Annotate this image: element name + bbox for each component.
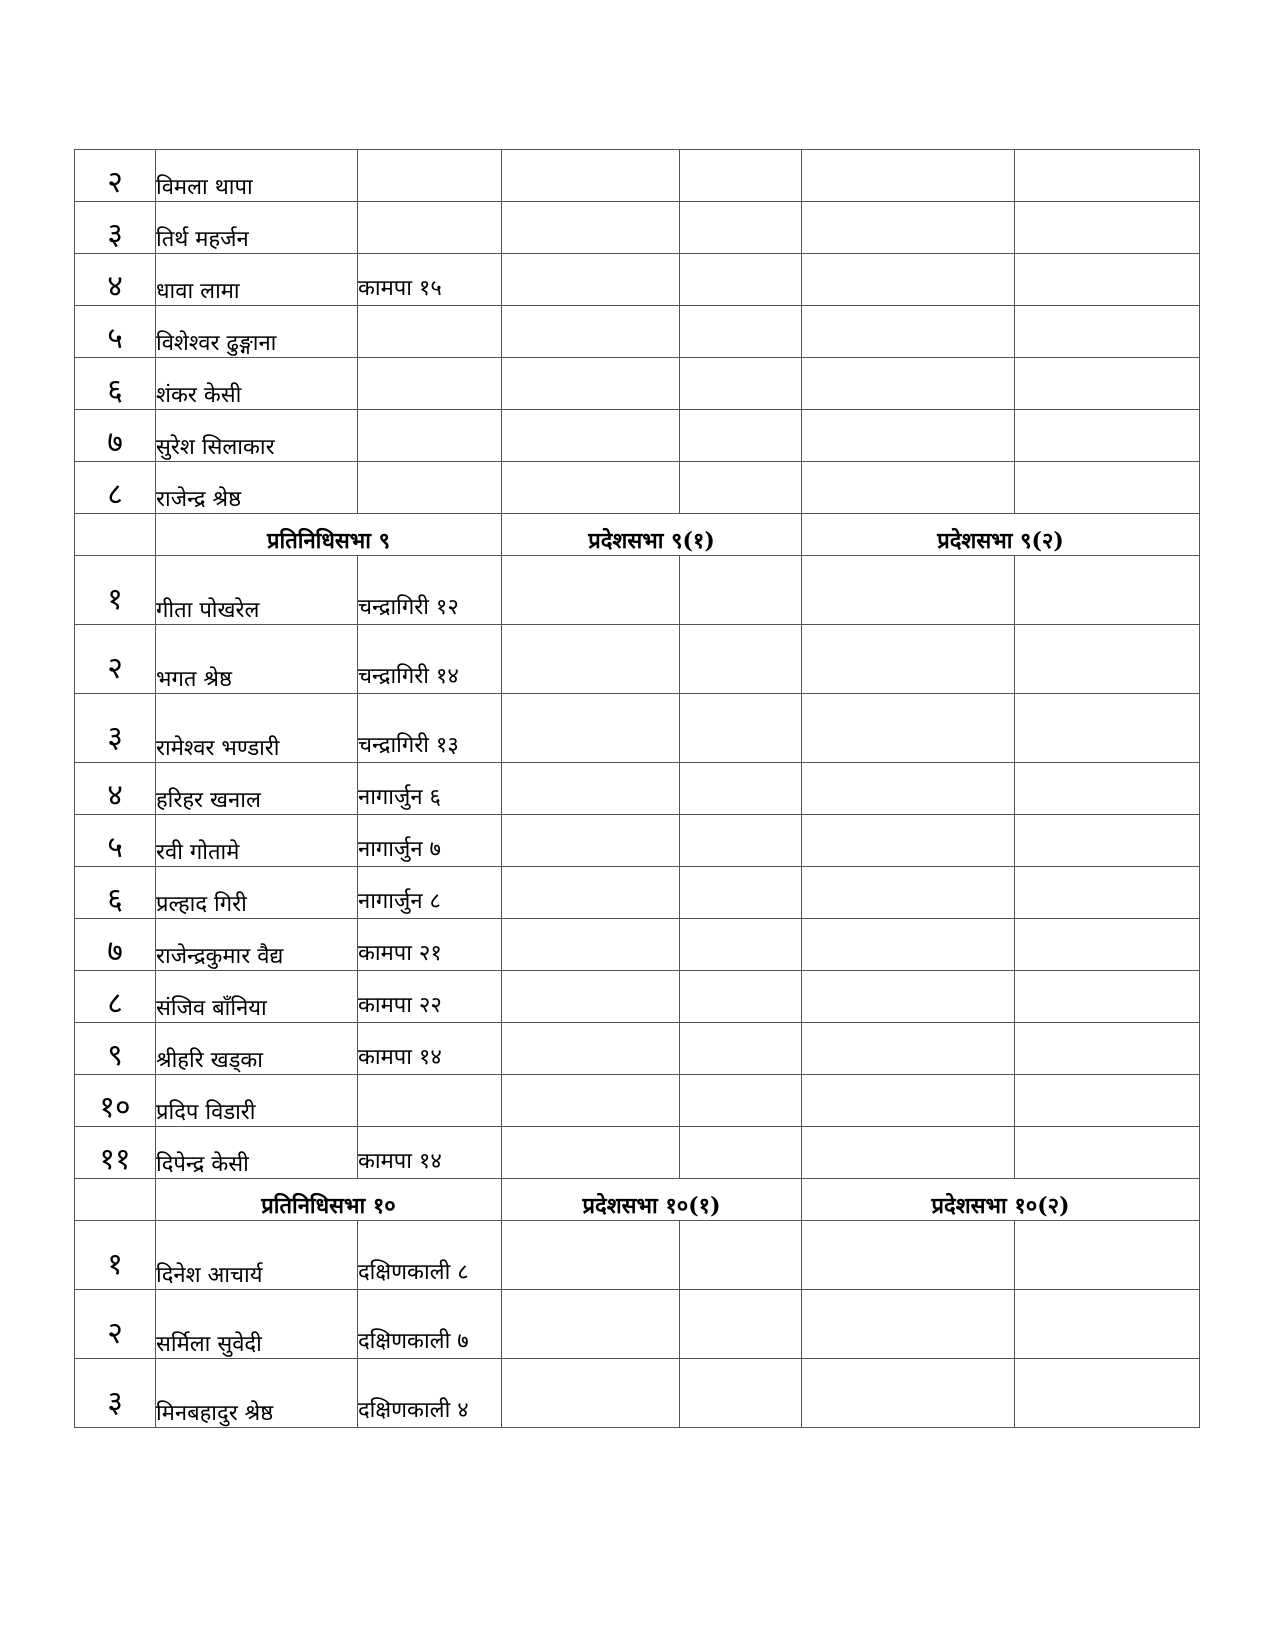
table-row [75, 919, 1200, 971]
empty-cell [802, 1359, 1015, 1428]
empty-cell [75, 514, 156, 556]
candidate-ward [358, 358, 502, 410]
table-row [75, 462, 1200, 514]
candidate-name: तिर्थ महर्जन [156, 202, 358, 254]
row-number: २ [75, 1290, 156, 1359]
candidate-name: सुरेश सिलाकार [156, 410, 358, 462]
empty-cell [680, 694, 802, 763]
row-number: ७ [75, 410, 156, 462]
table-row [75, 306, 1200, 358]
empty-cell [680, 254, 802, 306]
empty-cell [502, 202, 680, 254]
empty-cell [802, 202, 1015, 254]
empty-cell [802, 1221, 1015, 1290]
table-row [75, 763, 1200, 815]
empty-cell [502, 694, 680, 763]
row-number: ६ [75, 358, 156, 410]
empty-cell [802, 625, 1015, 694]
candidate-ward: दक्षिणकाली ७ [358, 1290, 502, 1359]
empty-cell [802, 358, 1015, 410]
empty-cell [680, 763, 802, 815]
candidate-ward: कामपा २१ [358, 919, 502, 971]
empty-cell [1015, 867, 1200, 919]
row-number: १० [75, 1075, 156, 1127]
empty-cell [1015, 919, 1200, 971]
table-row [75, 625, 1200, 694]
table-row [75, 1075, 1200, 1127]
section-header-province-2: प्रदेशसभा १०(२) [802, 1179, 1200, 1221]
row-number: ३ [75, 1359, 156, 1428]
section-header-province-1: प्रदेशसभा ९(१) [502, 514, 802, 556]
row-number: २ [75, 625, 156, 694]
table-row [75, 815, 1200, 867]
empty-cell [680, 202, 802, 254]
empty-cell [680, 1127, 802, 1179]
candidate-name: हरिहर खनाल [156, 763, 358, 815]
empty-cell [802, 1023, 1015, 1075]
candidate-name: रवी गोतामे [156, 815, 358, 867]
candidate-ward [358, 202, 502, 254]
empty-cell [502, 867, 680, 919]
candidate-name: गीता पोखरेल [156, 556, 358, 625]
empty-cell [502, 306, 680, 358]
empty-cell [502, 815, 680, 867]
candidate-table [74, 149, 1200, 1428]
candidate-ward: कामपा १५ [358, 254, 502, 306]
candidate-name: रामेश्वर भण्डारी [156, 694, 358, 763]
empty-cell [1015, 410, 1200, 462]
empty-cell [680, 1221, 802, 1290]
empty-cell [1015, 150, 1200, 202]
empty-cell [802, 867, 1015, 919]
row-number: ४ [75, 254, 156, 306]
table-row [75, 1221, 1200, 1290]
candidate-name: श्रीहरि खड्का [156, 1023, 358, 1075]
empty-cell [75, 1179, 156, 1221]
empty-cell [502, 625, 680, 694]
candidate-name: शंकर केसी [156, 358, 358, 410]
empty-cell [1015, 1127, 1200, 1179]
candidate-name: राजेन्द्रकुमार वैद्य [156, 919, 358, 971]
empty-cell [802, 556, 1015, 625]
candidate-name: संजिव बाँनिया [156, 971, 358, 1023]
row-number: ३ [75, 202, 156, 254]
empty-cell [1015, 202, 1200, 254]
empty-cell [502, 1221, 680, 1290]
section-header-row [75, 1179, 1200, 1221]
row-number: १ [75, 556, 156, 625]
candidate-name: सर्मिला सुवेदी [156, 1290, 358, 1359]
empty-cell [802, 150, 1015, 202]
section-header-row [75, 514, 1200, 556]
empty-cell [802, 815, 1015, 867]
empty-cell [680, 556, 802, 625]
row-number: ८ [75, 971, 156, 1023]
empty-cell [680, 625, 802, 694]
empty-cell [502, 1290, 680, 1359]
empty-cell [802, 1075, 1015, 1127]
empty-cell [1015, 815, 1200, 867]
empty-cell [802, 306, 1015, 358]
empty-cell [1015, 1075, 1200, 1127]
empty-cell [502, 971, 680, 1023]
empty-cell [680, 150, 802, 202]
empty-cell [802, 763, 1015, 815]
empty-cell [1015, 254, 1200, 306]
empty-cell [502, 763, 680, 815]
table-row [75, 410, 1200, 462]
candidate-ward: दक्षिणकाली ८ [358, 1221, 502, 1290]
empty-cell [680, 306, 802, 358]
table-row [75, 556, 1200, 625]
candidate-name: राजेन्द्र श्रेष्ठ [156, 462, 358, 514]
candidate-ward: नागार्जुन ६ [358, 763, 502, 815]
table-row [75, 150, 1200, 202]
empty-cell [1015, 1221, 1200, 1290]
row-number: ९ [75, 1023, 156, 1075]
candidate-ward: कामपा १४ [358, 1127, 502, 1179]
candidate-ward [358, 462, 502, 514]
candidate-ward [358, 306, 502, 358]
empty-cell [802, 254, 1015, 306]
candidate-ward: नागार्जुन ८ [358, 867, 502, 919]
empty-cell [680, 1359, 802, 1428]
section-header-province-1: प्रदेशसभा १०(१) [502, 1179, 802, 1221]
empty-cell [502, 556, 680, 625]
empty-cell [502, 150, 680, 202]
section-header-federal: प्रतिनिधिसभा ९ [156, 514, 502, 556]
row-number: ३ [75, 694, 156, 763]
empty-cell [680, 971, 802, 1023]
empty-cell [1015, 1290, 1200, 1359]
candidate-ward: चन्द्रागिरी १३ [358, 694, 502, 763]
empty-cell [680, 358, 802, 410]
row-number: ११ [75, 1127, 156, 1179]
empty-cell [802, 971, 1015, 1023]
empty-cell [802, 462, 1015, 514]
empty-cell [680, 1290, 802, 1359]
empty-cell [1015, 694, 1200, 763]
candidate-ward [358, 150, 502, 202]
empty-cell [802, 1290, 1015, 1359]
empty-cell [680, 1023, 802, 1075]
row-number: ५ [75, 815, 156, 867]
table-row [75, 1023, 1200, 1075]
empty-cell [680, 867, 802, 919]
candidate-name: दिपेन्द्र केसी [156, 1127, 358, 1179]
empty-cell [502, 462, 680, 514]
candidate-name: विशेश्वर ढुङ्गाना [156, 306, 358, 358]
empty-cell [502, 410, 680, 462]
row-number: ५ [75, 306, 156, 358]
candidate-ward: चन्द्रागिरी १२ [358, 556, 502, 625]
empty-cell [502, 1127, 680, 1179]
empty-cell [680, 815, 802, 867]
empty-cell [1015, 971, 1200, 1023]
table-row [75, 202, 1200, 254]
empty-cell [680, 919, 802, 971]
empty-cell [1015, 763, 1200, 815]
section-header-federal: प्रतिनिधिसभा १० [156, 1179, 502, 1221]
row-number: २ [75, 150, 156, 202]
table-row [75, 971, 1200, 1023]
empty-cell [1015, 556, 1200, 625]
table-row [75, 694, 1200, 763]
candidate-name: विमला थापा [156, 150, 358, 202]
empty-cell [1015, 306, 1200, 358]
candidate-name: प्रदिप विडारी [156, 1075, 358, 1127]
empty-cell [1015, 1023, 1200, 1075]
table-row [75, 1359, 1200, 1428]
candidate-ward [358, 410, 502, 462]
row-number: ८ [75, 462, 156, 514]
row-number: ६ [75, 867, 156, 919]
table-row [75, 254, 1200, 306]
candidate-name: प्रल्हाद गिरी [156, 867, 358, 919]
empty-cell [1015, 1359, 1200, 1428]
section-header-province-2: प्रदेशसभा ९(२) [802, 514, 1200, 556]
empty-cell [502, 358, 680, 410]
empty-cell [1015, 462, 1200, 514]
candidate-name: धावा लामा [156, 254, 358, 306]
table-row [75, 1290, 1200, 1359]
empty-cell [502, 1359, 680, 1428]
candidate-ward: चन्द्रागिरी १४ [358, 625, 502, 694]
candidate-ward: दक्षिणकाली ४ [358, 1359, 502, 1428]
empty-cell [502, 1075, 680, 1127]
row-number: ७ [75, 919, 156, 971]
empty-cell [680, 410, 802, 462]
row-number: १ [75, 1221, 156, 1290]
empty-cell [502, 1023, 680, 1075]
candidate-name: भगत श्रेष्ठ [156, 625, 358, 694]
candidate-name: मिनबहादुर श्रेष्ठ [156, 1359, 358, 1428]
empty-cell [802, 694, 1015, 763]
row-number: ४ [75, 763, 156, 815]
empty-cell [1015, 358, 1200, 410]
empty-cell [680, 1075, 802, 1127]
empty-cell [502, 254, 680, 306]
table-row [75, 358, 1200, 410]
empty-cell [502, 919, 680, 971]
candidate-ward [358, 1075, 502, 1127]
empty-cell [802, 919, 1015, 971]
candidate-name: दिनेश आचार्य [156, 1221, 358, 1290]
candidate-ward: कामपा २२ [358, 971, 502, 1023]
candidate-ward: नागार्जुन ७ [358, 815, 502, 867]
candidate-ward: कामपा १४ [358, 1023, 502, 1075]
empty-cell [802, 1127, 1015, 1179]
empty-cell [802, 410, 1015, 462]
empty-cell [680, 462, 802, 514]
empty-cell [1015, 625, 1200, 694]
table-row [75, 867, 1200, 919]
table-row [75, 1127, 1200, 1179]
